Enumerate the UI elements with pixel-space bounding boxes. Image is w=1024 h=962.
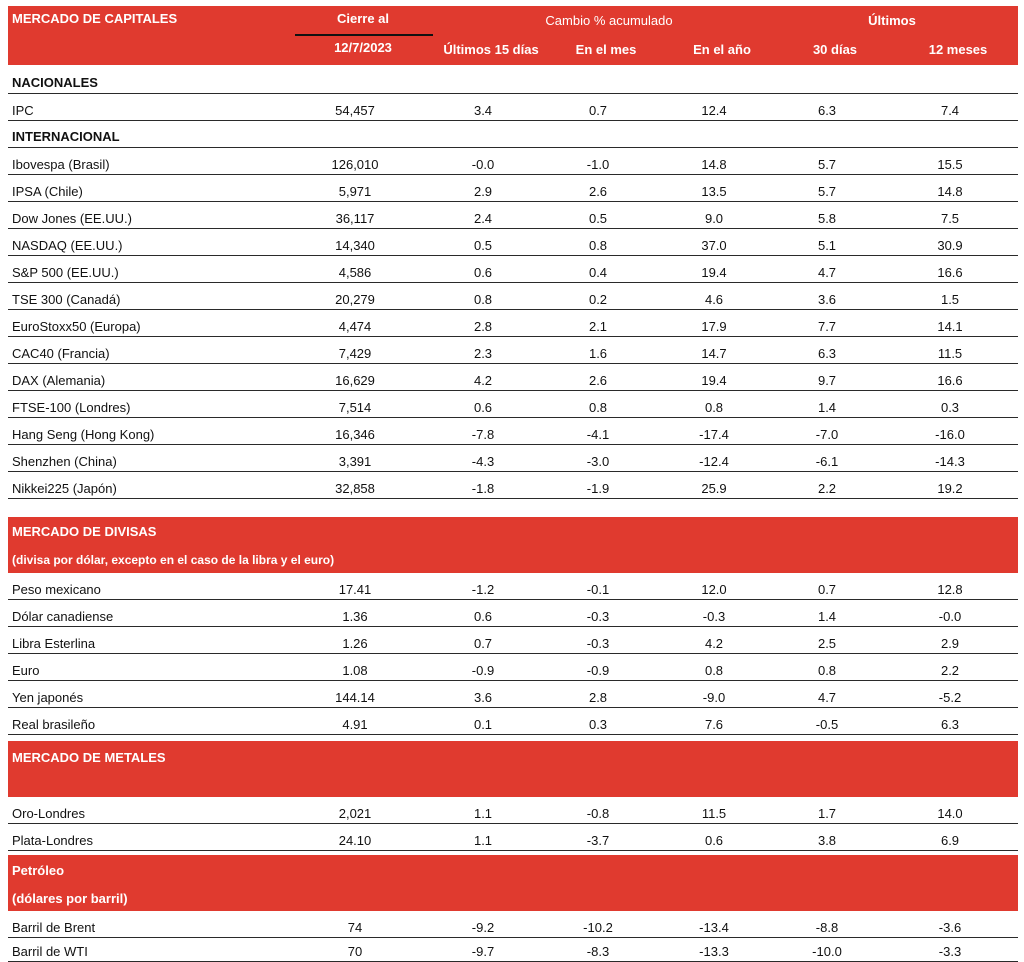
cell-en-el-anio: 0.6 [704,833,724,848]
table-row [8,148,1018,175]
section-title: MERCADO DE DIVISAS [12,524,157,539]
cell-ultimos-15-dias: -1.8 [471,481,495,496]
cell-cierre: 3,391 [338,454,372,469]
cell-ultimos-15-dias: -9.2 [471,920,495,935]
table-row [8,681,1018,708]
cell-en-el-mes: 2.6 [588,184,608,199]
header-col-en-el-mes: En el mes [575,42,637,57]
cell-30-dias: 4.7 [817,265,837,280]
cell-ultimos-15-dias: -1.2 [471,582,495,597]
cell-12-meses: 11.5 [937,346,963,361]
cell-12-meses: -0.0 [938,609,962,624]
cell-12-meses: 14.0 [937,806,963,821]
cell-30-dias: 1.7 [817,806,837,821]
cell-en-el-mes: 2.6 [588,373,608,388]
row-label: CAC40 (Francia) [12,346,110,361]
cell-en-el-mes: 0.7 [588,103,608,118]
cell-30-dias: 5.7 [817,184,837,199]
cell-en-el-anio: 17.9 [701,319,727,334]
cell-en-el-anio: 7.6 [704,717,724,732]
table-row [8,472,1018,499]
cell-30-dias: 5.8 [817,211,837,226]
row-label: Barril de WTI [12,944,88,959]
row-label: Nikkei225 (Japón) [12,481,117,496]
table-row [8,654,1018,681]
cell-ultimos-15-dias: 1.1 [473,806,493,821]
row-label: Peso mexicano [12,582,101,597]
cell-30-dias: 7.7 [817,319,837,334]
cell-ultimos-15-dias: 0.8 [473,292,493,307]
table-row [8,708,1018,735]
cell-en-el-mes: 0.5 [588,211,608,226]
row-label: Dow Jones (EE.UU.) [12,211,132,226]
table-row [8,573,1018,600]
table-row [8,283,1018,310]
cell-en-el-anio: 19.4 [701,265,727,280]
header-title: MERCADO DE CAPITALES [12,11,178,26]
cell-ultimos-15-dias: 2.8 [473,319,493,334]
cell-12-meses: 30.9 [937,238,963,253]
cell-ultimos-15-dias: -9.7 [471,944,495,959]
cell-30-dias: -0.5 [815,717,839,732]
cell-ultimos-15-dias: 0.1 [473,717,493,732]
table-row [8,938,1018,962]
row-label: Euro [12,663,40,678]
cell-en-el-mes: 2.1 [588,319,608,334]
cell-30-dias: 1.4 [817,400,837,415]
cell-cierre: 5,971 [338,184,372,199]
table-row [8,445,1018,472]
header-cierre-label: Cierre al [336,11,390,26]
cell-en-el-mes: -8.3 [586,944,610,959]
cell-ultimos-15-dias: 2.4 [473,211,493,226]
cell-cierre: 1.36 [342,609,368,624]
cell-30-dias: 9.7 [817,373,837,388]
cell-cierre: 17.41 [338,582,372,597]
row-label: Shenzhen (China) [12,454,117,469]
cell-en-el-mes: -0.8 [586,806,610,821]
cell-30-dias: 4.7 [817,690,837,705]
cell-en-el-anio: 9.0 [704,211,724,226]
cell-30-dias: -6.1 [815,454,839,469]
cell-en-el-mes: -0.3 [586,636,610,651]
cell-en-el-mes: 0.8 [588,238,608,253]
cell-30-dias: 3.6 [817,292,837,307]
cell-cierre: 7,514 [338,400,372,415]
section-petroleo [8,855,1018,911]
cell-cierre: 16,629 [335,373,375,388]
cell-12-meses: 2.2 [940,663,960,678]
cell-30-dias: -7.0 [815,427,839,442]
cierre-underline [295,34,433,36]
section-subtitle: (divisa por dólar, excepto en el caso de la libra y el euro) [12,553,335,567]
cell-en-el-anio: 12.4 [701,103,727,118]
cell-ultimos-15-dias: 0.6 [473,400,493,415]
cell-30-dias: 2.5 [817,636,837,651]
cell-en-el-mes: -0.1 [586,582,610,597]
cell-cierre: 7,429 [338,346,372,361]
cell-en-el-mes: -3.7 [586,833,610,848]
cell-12-meses: 12.8 [937,582,963,597]
section-divisas [8,517,1018,573]
cell-en-el-anio: 4.2 [704,636,724,651]
cell-ultimos-15-dias: 4.2 [473,373,493,388]
table-row [8,391,1018,418]
cell-12-meses: 15.5 [937,157,963,172]
section-internacional [8,121,1018,148]
cell-cierre: 24.10 [338,833,372,848]
cell-12-meses: 2.9 [940,636,960,651]
cell-en-el-anio: 12.0 [701,582,727,597]
cell-cierre: 54,457 [335,103,375,118]
cell-cierre: 70 [347,944,363,959]
cell-cierre: 20,279 [335,292,375,307]
cell-12-meses: -16.0 [935,427,965,442]
row-label: FTSE-100 (Londres) [12,400,131,415]
cell-en-el-mes: 0.8 [588,400,608,415]
section-nacionales [8,67,1018,94]
cell-en-el-anio: 0.8 [704,663,724,678]
cell-30-dias: -10.0 [812,944,842,959]
cell-cierre: 1.26 [342,636,368,651]
table-row [8,256,1018,283]
cell-en-el-anio: 25.9 [701,481,727,496]
row-label: DAX (Alemania) [12,373,106,388]
cell-cierre: 16,346 [335,427,375,442]
cell-en-el-mes: 1.6 [588,346,608,361]
cell-en-el-mes: -10.2 [583,920,613,935]
row-label: Barril de Brent [12,920,96,935]
cell-cierre: 36,117 [335,211,375,226]
cell-ultimos-15-dias: 3.6 [473,690,493,705]
section-title: MERCADO DE METALES [12,750,166,765]
row-label: Dólar canadiense [12,609,114,624]
cell-ultimos-15-dias: 2.9 [473,184,493,199]
cell-12-meses: 7.4 [940,103,960,118]
cell-en-el-anio: -12.4 [699,454,729,469]
cell-en-el-anio: 0.8 [704,400,724,415]
cell-en-el-anio: 13.5 [701,184,727,199]
cell-cierre: 4.91 [342,717,368,732]
cell-cierre: 14,340 [335,238,375,253]
cell-ultimos-15-dias: -7.8 [471,427,495,442]
cell-cierre: 4,586 [338,265,372,280]
cell-en-el-anio: 19.4 [701,373,727,388]
cell-en-el-mes: 2.8 [588,690,608,705]
row-label: IPC [12,103,34,118]
cell-en-el-anio: -13.4 [699,920,729,935]
table-row [8,337,1018,364]
cell-en-el-anio: 14.8 [701,157,727,172]
cell-cierre: 4,474 [338,319,372,334]
table-row [8,202,1018,229]
header-col-en-el-anio: En el año [693,42,751,57]
cell-cierre: 144.14 [335,690,375,705]
cell-12-meses: 1.5 [940,292,960,307]
section-subtitle: (dólares por barril) [12,891,128,906]
cell-ultimos-15-dias: 2.3 [473,346,493,361]
cell-30-dias: 2.2 [817,481,837,496]
cell-ultimos-15-dias: 0.7 [473,636,493,651]
cell-12-meses: 14.1 [937,319,963,334]
table-row [8,94,1018,121]
row-label: Yen japonés [12,690,84,705]
row-label: Hang Seng (Hong Kong) [12,427,155,442]
row-label: Ibovespa (Brasil) [12,157,110,172]
cell-30-dias: 6.3 [817,103,837,118]
cell-ultimos-15-dias: 0.6 [473,265,493,280]
cell-en-el-anio: -0.3 [702,609,726,624]
cell-ultimos-15-dias: -0.9 [471,663,495,678]
header-ultimos-label: Últimos [868,13,916,28]
cell-30-dias: 3.8 [817,833,837,848]
cell-cierre: 2,021 [338,806,372,821]
table-row [8,418,1018,445]
cell-ultimos-15-dias: -0.0 [471,157,495,172]
cell-12-meses: 16.6 [937,373,963,388]
cell-30-dias: 0.8 [817,663,837,678]
cell-12-meses: -14.3 [935,454,965,469]
cell-en-el-mes: -4.1 [586,427,610,442]
cell-ultimos-15-dias: 3.4 [473,103,493,118]
section-metales [8,741,1018,797]
row-label: NASDAQ (EE.UU.) [12,238,123,253]
cell-en-el-anio: 14.7 [701,346,727,361]
table-row [8,797,1018,824]
cell-12-meses: -3.6 [938,920,962,935]
cell-30-dias: 0.7 [817,582,837,597]
cell-30-dias: 1.4 [817,609,837,624]
row-label: Libra Esterlina [12,636,96,651]
cell-en-el-anio: 11.5 [701,806,727,821]
cell-en-el-mes: -3.0 [586,454,610,469]
header-col-15-dias: Últimos 15 días [443,42,539,57]
row-label: Oro-Londres [12,806,85,821]
row-label: TSE 300 (Canadá) [12,292,121,307]
section-title: NACIONALES [12,75,98,90]
table-row [8,600,1018,627]
table-row [8,364,1018,391]
row-label: EuroStoxx50 (Europa) [12,319,141,334]
table-row [8,627,1018,654]
row-label: S&P 500 (EE.UU.) [12,265,119,280]
cell-en-el-anio: -13.3 [699,944,729,959]
table-row [8,310,1018,337]
cell-en-el-mes: 0.4 [588,265,608,280]
cell-cierre: 1.08 [342,663,368,678]
cell-cierre: 32,858 [335,481,375,496]
header-cambio-label: Cambio % acumulado [545,13,673,28]
table-row [8,911,1018,938]
cell-en-el-mes: -0.3 [586,609,610,624]
cell-12-meses: 14.8 [937,184,963,199]
row-label: Real brasileño [12,717,96,732]
table-row [8,824,1018,851]
cell-ultimos-15-dias: 1.1 [473,833,493,848]
cell-12-meses: 19.2 [937,481,963,496]
cell-en-el-anio: -17.4 [699,427,729,442]
cell-12-meses: 0.3 [940,400,960,415]
cell-en-el-anio: -9.0 [702,690,726,705]
cell-cierre: 126,010 [331,157,379,172]
header-col-30-dias: 30 días [812,42,858,57]
cell-en-el-mes: -1.0 [586,157,610,172]
table-row [8,175,1018,202]
cell-ultimos-15-dias: 0.6 [473,609,493,624]
cell-12-meses: 6.9 [940,833,960,848]
header-col-12-meses: 12 meses [928,42,988,57]
row-label: Plata-Londres [12,833,93,848]
cell-cierre: 74 [347,920,363,935]
cell-en-el-mes: 0.2 [588,292,608,307]
cell-30-dias: -8.8 [815,920,839,935]
cell-en-el-anio: 37.0 [701,238,727,253]
table-row [8,229,1018,256]
cell-12-meses: -3.3 [938,944,962,959]
cell-en-el-anio: 4.6 [704,292,724,307]
cell-ultimos-15-dias: -4.3 [471,454,495,469]
cell-12-meses: 16.6 [937,265,963,280]
cell-12-meses: 6.3 [940,717,960,732]
cell-30-dias: 5.1 [817,238,837,253]
section-title: INTERNACIONAL [12,129,120,144]
cell-30-dias: 6.3 [817,346,837,361]
row-label: IPSA (Chile) [12,184,83,199]
cell-en-el-mes: -1.9 [586,481,610,496]
cell-en-el-mes: 0.3 [588,717,608,732]
cell-12-meses: -5.2 [938,690,962,705]
cell-ultimos-15-dias: 0.5 [473,238,493,253]
cell-30-dias: 5.7 [817,157,837,172]
table-header [8,6,1018,65]
cell-en-el-mes: -0.9 [586,663,610,678]
section-title: Petróleo [12,863,65,878]
header-date: 12/7/2023 [334,40,392,55]
cell-12-meses: 7.5 [940,211,960,226]
